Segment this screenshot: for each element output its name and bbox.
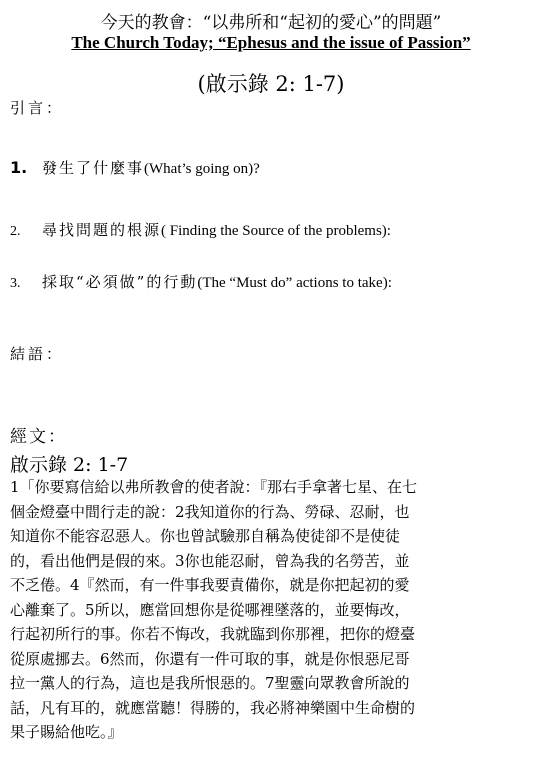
outline-item-chinese: 發生了什麼事: [42, 159, 145, 177]
scripture-label: 經文：: [10, 427, 67, 447]
conclusion-label: 結語：: [10, 345, 65, 363]
passage-line: 從原處挪去。6然而，你還有一件可取的事，就是你恨惡尼哥: [10, 649, 410, 668]
outline-item-english: ( Finding the Source of the problems):: [161, 223, 391, 239]
passage-line: 知道你不能容忍惡人。你也曾試驗那自稱為使徒卻不是使徒: [10, 527, 401, 545]
outline-item-chinese: 採取“必須做”的行動: [42, 273, 198, 291]
outline-item-2: [10, 219, 391, 240]
passage-line: 的，看出他們是假的來。3你也能忍耐，曾為我的名勞苦，並: [10, 551, 410, 570]
outline-item-3: [10, 271, 392, 292]
outline-item-1: [10, 157, 260, 178]
passage-line: 話，凡有耳的，就應當聽！得勝的，我必將神樂園中生命樹的: [10, 698, 416, 717]
scripture-reference-heading: (啟示錄 2: 1-7): [197, 72, 345, 96]
outline-item-chinese: 尋找問題的根源: [42, 221, 162, 239]
document-title-english: The Church Today; “Ephesus and the issue of Passion”: [71, 33, 471, 52]
scripture-reference: 啟示錄 2: 1-7: [10, 454, 129, 476]
passage-line: 行起初所行的事。你若不悔改，我就臨到你那裡，把你的燈臺: [10, 625, 416, 643]
passage-line: 不乏倦。4『然而，有一件事我要責備你，就是你把起初的愛: [10, 576, 410, 594]
document-title-chinese: 今天的教會：“以弗所和“起初的愛心”的問題”: [100, 13, 442, 33]
outline-item-number: 3.: [10, 276, 21, 291]
outline-item-english: (What’s going on)?: [144, 161, 260, 177]
passage-line: 個金燈臺中間行走的說：2我知道你的行為、勞碌、忍耐，也: [10, 502, 410, 521]
passage-line: 心離棄了。5所以，應當回想你是從哪裡墜落的，並要悔改，: [10, 600, 410, 619]
scripture-passage: [10, 475, 532, 745]
introduction-label: 引言：: [10, 99, 65, 117]
passage-line: 果子賜給他吃。』: [10, 723, 123, 741]
passage-line: 拉一黨人的行為，這也是我所恨惡的。7聖靈向眾教會所說的: [10, 674, 410, 692]
outline-item-number: 1.: [10, 158, 28, 177]
passage-line: 1「你要寫信給以弗所教會的使者說：『那右手拿著七星、在七: [10, 478, 418, 496]
outline-item-english: (The “Must do” actions to take):: [197, 275, 392, 291]
outline-item-number: 2.: [10, 224, 21, 239]
